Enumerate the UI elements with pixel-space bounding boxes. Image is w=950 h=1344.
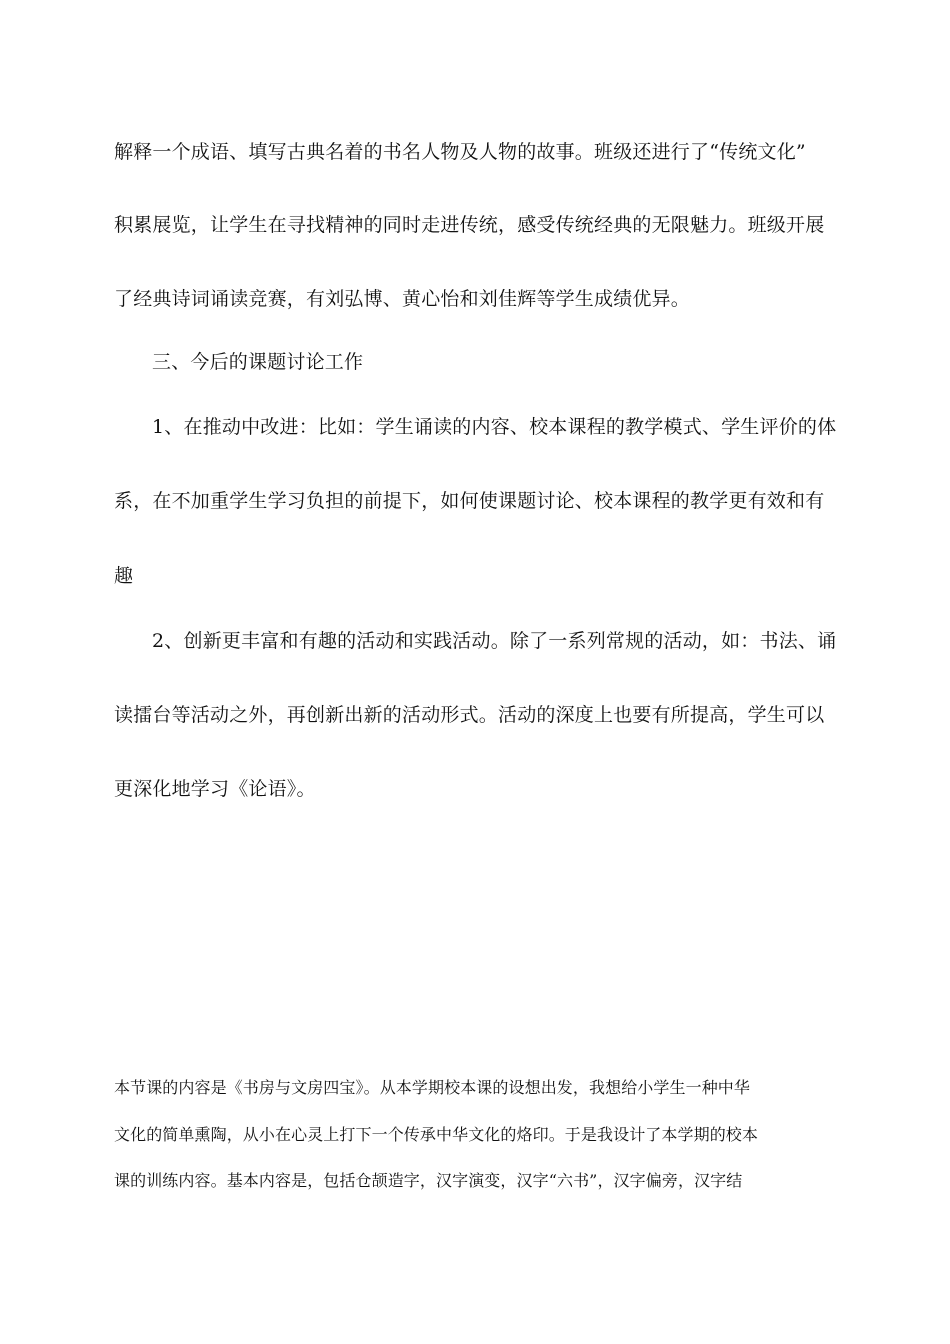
- text-line: 趣: [114, 565, 134, 587]
- text-line: 文化的简单熏陶，从小在心灵上打下一个传承中华文化的烙印。于是我设计了本学期的校本: [114, 1125, 759, 1144]
- text-line: 了经典诗词诵读竞赛，有刘弘博、黄心怡和刘佳辉等学生成绩优异。: [114, 288, 691, 310]
- text-line: 积累展览，让学生在寻找精神的同时走进传统，感受传统经典的无限魅力。班级开展: [114, 214, 825, 236]
- text-line: 解释一个成语、填写古典名着的书名人物及人物的故事。班级还进行了“传统文化”: [114, 141, 806, 163]
- text-line: 1、在推动中改进：比如：学生诵读的内容、校本课程的教学模式、学生评价的体: [152, 416, 837, 438]
- text-line: 系，在不加重学生学习负担的前提下，如何使课题讨论、校本课程的教学更有效和有: [114, 490, 825, 512]
- text-line: 2、创新更丰富和有趣的活动和实践活动。除了一系列常规的活动，如：书法、诵: [152, 630, 837, 652]
- text-line: 更深化地学习《论语》。: [114, 778, 316, 800]
- text-line: 本节课的内容是《书房与文房四宝》。从本学期校本课的设想出发，我想给小学生一种中华: [114, 1078, 751, 1097]
- section-heading: 三、今后的课题讨论工作: [152, 351, 364, 373]
- text-line: 课的训练内容。基本内容是，包括仓颉造字，汉字演变，汉字“六书”，汉字偏旁，汉字结: [114, 1171, 743, 1190]
- text-line: 读擂台等活动之外，再创新出新的活动形式。活动的深度上也要有所提高，学生可以: [114, 704, 825, 726]
